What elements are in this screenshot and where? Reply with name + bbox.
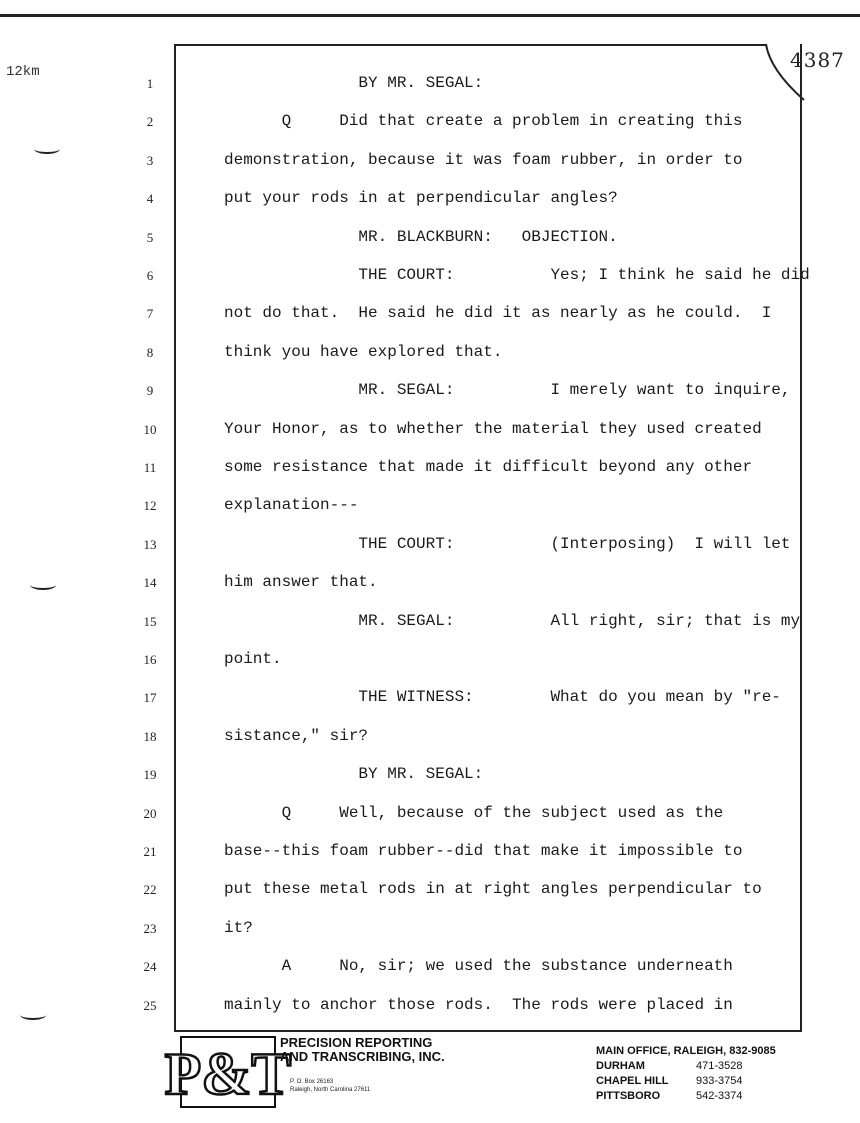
- office-row: [596, 1089, 776, 1104]
- transcript-line: put these metal rods in at right angles perpendicular to: [224, 880, 762, 899]
- line-number: 18: [143, 728, 157, 744]
- transcript-line: MR. BLACKBURN: OBJECTION.: [224, 227, 618, 246]
- transcript-line: Your Honor, as to whether the material they used created: [224, 419, 762, 438]
- transcript-line: demonstration, because it was foam rubber, in order to: [224, 150, 743, 169]
- frame-top-edge: [174, 44, 766, 46]
- line-number: 2: [146, 114, 154, 130]
- transcript-line: think you have explored that.: [224, 342, 503, 361]
- company-name: [280, 1036, 445, 1064]
- address-line2: Raleigh, North Carolina 27611: [290, 1087, 371, 1093]
- top-rule: [0, 14, 860, 17]
- line-number: 12: [143, 498, 157, 514]
- line-number: 23: [143, 920, 157, 936]
- line-number: 15: [143, 613, 157, 629]
- address-line1: P. O. Box 26163: [290, 1079, 334, 1085]
- line-number: 11: [143, 460, 157, 475]
- transcript-line: not do that. He said he did it as nearly as he could. I: [224, 304, 772, 323]
- page-number: 4387: [790, 48, 845, 72]
- office-phone: 933-3754: [696, 1075, 743, 1087]
- transcript-line: THE COURT: Yes; I think he said he did: [224, 266, 810, 284]
- footer: [164, 1032, 806, 1112]
- office-name: PITTSBORO: [596, 1090, 661, 1102]
- main-office: MAIN OFFICE, RALEIGH, 832-9085: [596, 1045, 776, 1057]
- line-number: 10: [143, 421, 157, 437]
- transcript-line: MR. SEGAL: I merely want to inquire,: [224, 381, 791, 400]
- corner-note: 12km: [6, 64, 40, 80]
- transcript-line: explanation---: [224, 496, 359, 515]
- office-phone: 542-3374: [696, 1090, 743, 1102]
- line-number: 14: [143, 575, 157, 591]
- transcript-line: point.: [224, 650, 282, 668]
- line-number: 21: [143, 844, 157, 859]
- transcript-line: sistance," sir?: [224, 726, 369, 745]
- office-row: [596, 1074, 776, 1089]
- margin-mark: [34, 144, 60, 154]
- line-number: 17: [143, 690, 157, 706]
- office-phone: 471-3528: [696, 1060, 743, 1072]
- transcript-line: MR. SEGAL: All right, sir; that is my: [224, 611, 801, 630]
- transcript-line: base--this foam rubber--did that make it impossible to: [224, 842, 743, 860]
- transcript-line: BY MR. SEGAL:: [224, 765, 484, 784]
- company-address: [290, 1078, 370, 1094]
- transcript-line: mainly to anchor those rods. The rods were placed in: [224, 995, 733, 1014]
- transcript-line: THE WITNESS: What do you mean by "re-: [224, 688, 781, 707]
- transcript-line: some resistance that made it difficult beyond any other: [224, 458, 753, 476]
- logo-text: P&T: [164, 1041, 292, 1107]
- transcript-line: A No, sir; we used the substance underneath: [224, 957, 733, 976]
- line-number: 4: [146, 191, 154, 207]
- line-number: 16: [143, 652, 157, 667]
- company-name-line2: AND TRANSCRIBING, INC.: [280, 1049, 445, 1064]
- transcript-line: BY MR. SEGAL:: [224, 74, 484, 92]
- line-number: 20: [143, 805, 157, 821]
- company-name-line1: PRECISION REPORTING: [280, 1035, 433, 1050]
- margin-mark: [30, 580, 56, 590]
- line-number: 6: [146, 268, 154, 283]
- line-number: 8: [146, 344, 154, 360]
- line-number: 22: [143, 882, 157, 898]
- line-number: 25: [143, 997, 157, 1013]
- transcript-line: put your rods in at perpendicular angles?: [224, 189, 618, 208]
- transcript-line: him answer that.: [224, 573, 378, 592]
- office-row: [596, 1059, 776, 1074]
- transcript-line: it?: [224, 918, 253, 937]
- line-number: 3: [146, 152, 154, 168]
- line-number: 1: [146, 76, 154, 91]
- transcript-line: THE COURT: (Interposing) I will let: [224, 534, 791, 553]
- line-number: 7: [146, 306, 154, 322]
- line-number: 19: [143, 767, 157, 783]
- transcript-line: Q Well, because of the subject used as the: [224, 803, 724, 822]
- line-number: 9: [146, 383, 154, 399]
- line-number: 24: [143, 959, 157, 975]
- margin-mark: [20, 1010, 46, 1020]
- office-name: CHAPEL HILL: [596, 1075, 669, 1087]
- office-name: DURHAM: [596, 1060, 645, 1072]
- line-number: 13: [143, 536, 157, 552]
- line-number: 5: [146, 229, 154, 245]
- pt-logo-icon: [164, 1036, 292, 1108]
- branch-offices: [596, 1059, 776, 1104]
- office-list: [596, 1044, 776, 1104]
- transcript-line: Q Did that create a problem in creating this: [224, 112, 743, 131]
